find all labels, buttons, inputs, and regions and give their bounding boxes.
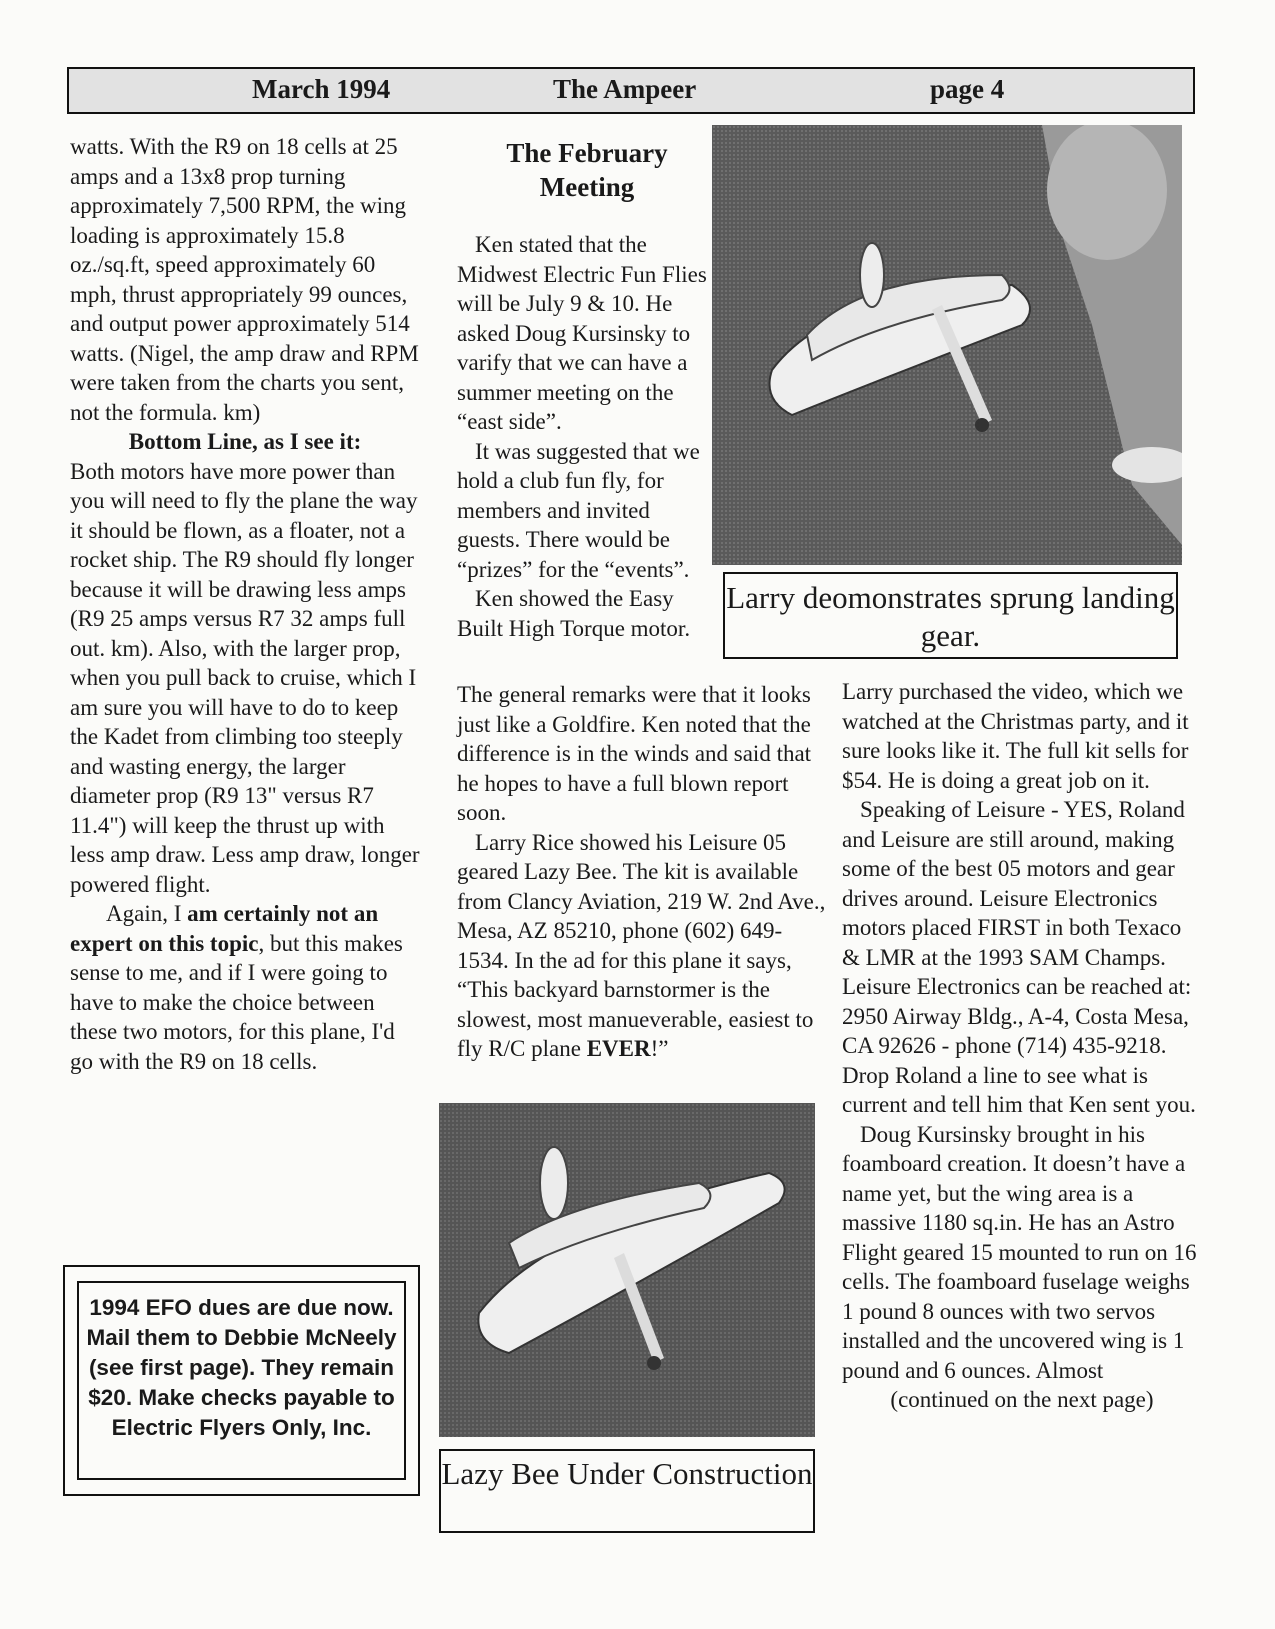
paragraph: Ken stated that the Midwest Electric Fun Flies will be July 9 & 10. He asked Doug Kursinsky to varify that we can have a summer meeting on the “east side”. [457,232,707,434]
meeting-article-continued [457,680,827,1064]
paragraph: The general remarks were that it looks just like a Goldfire. Ken noted that the difference is in the winds and said that he hopes to have a full blown report soon. [457,682,812,825]
emphasis-text: am certainly not an expert on this topic [70,901,379,956]
header-title: The Ampeer [553,74,697,104]
paragraph: Speaking of Leisure - YES, Roland and Leisure are still around, making some of the best 05 motors and gear drives around. Leisure Electronics motors placed FIRST in both Texaco & LMR at the 1993 SAM Champs. Leisure Electronics can be reached at: 2950 Airway Bldg., A-4, Costa Mesa, CA 92626 - phone (714) 435-9218. Drop Roland a line to see what is current and tell him that Ken sent you. [842,797,1196,1117]
dues-notice-box [63,1265,420,1496]
paragraph: It was suggested that we hold a club fun fly, for members and invited guests. There would be “prizes” for the “events”. [457,438,700,582]
meeting-title: The February Meeting [506,138,668,202]
photo-lazy-bee-construction [439,1103,815,1437]
photo-caption: Larry deomonstrates sprung landing gear. [723,572,1178,659]
dues-notice-text: 1994 EFO dues are due now. Mail them to Debbie McNeely (see first page). They remain $20. Make checks payable to Electric Flyers Only, Inc. [77,1281,406,1480]
photo-caption: Lazy Bee Under Construction [439,1449,815,1533]
meeting-article [457,132,717,643]
paragraph: Both motors have more power than you will need to fly the plane the way it should be flown, as a floater, not a rocket ship. The R9 should fly longer because it will be drawing less amps (R9 25 amps versus R7 32 amps full out. km). Also, with the larger prop, when you pull back to cruise, which I am sure you will have to do to keep the Kadet from climbing too steeply and wasting energy, the larger diameter prop (R9 13" versus R7 11.4") will keep the thrust up with less amp draw. Less amp draw, longer powered flight. [70,458,420,897]
paragraph: Larry purchased the video, which we watched at the Christmas party, and it sure looks like it. The full kit sells for $54. He is doing a great job on it. [842,679,1189,793]
page-header [67,67,1195,114]
paragraph: Doug Kursinsky brought in his foamboard creation. It doesn’t have a name yet, but the wing area is a massive 1180 sq.in. He has an Astro Flight geared 15 mounted to run on 16 cells. The foamboard fuselage weighs 1 pound 8 ounces with two servos installed and the uncovered wing is 1 pound and 6 ounces. Almost [842,1121,1197,1383]
bottom-line-heading: Bottom Line, as I see it: [128,429,362,454]
paragraph: Larry Rice showed his Leisure 05 geared Lazy Bee. The kit is available from Clancy Aviation, 219 W. 2nd Ave., Mesa, AZ 85210, phone (602) 649-1534. In the ad for this plane it says, “This backyard barnstormer is the slowest, most manueverable, easiest to fly R/C plane EVER!” [457,829,826,1061]
paragraph: watts. With the R9 on 18 cells at 25 amps and a 13x8 prop turning approximately 7,500 RPM, the wing loading is approximately 15.8 oz./sq.ft, speed approximately 60 mph, thrust appropriately 99 ounces, and output power approximately 514 watts. (Nigel, the amp draw and RPM were taken from the charts you sent, not the formula. km) [70,134,419,425]
article-column-1 [70,132,420,1076]
continued-note: (continued on the next page) [890,1387,1154,1412]
paragraph: Ken showed the Easy Built High Torque motor. [457,586,691,641]
header-page-number: page 4 [930,74,1005,104]
paragraph: Again, I am certainly not an expert on this topic, but this makes sense to me, and if I were going to have to make the choice between these two motors, for this plane, I'd go with the R9 on 18 cells. [70,901,403,1074]
photo-landing-gear-demo [712,125,1182,565]
emphasis-text: EVER [586,1036,651,1061]
header-date: March 1994 [252,74,391,104]
article-column-3 [842,677,1202,1415]
